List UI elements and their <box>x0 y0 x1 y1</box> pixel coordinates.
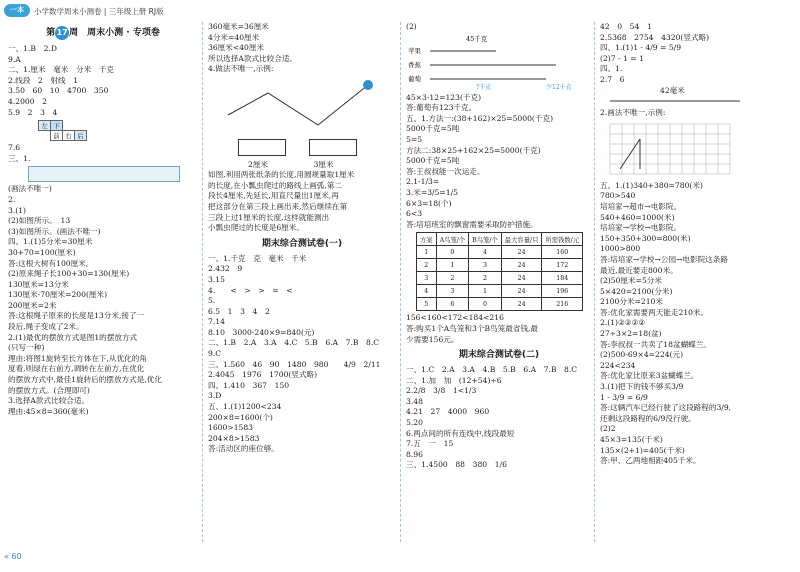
strip-box <box>238 139 286 156</box>
answer-line: 2. <box>8 194 16 204</box>
answer-line: 二、1.厘米 毫米 分米 千克 <box>8 65 114 75</box>
segment-figure <box>600 96 750 106</box>
answer-line: 1 - 3/9 = 6/9 <box>600 392 648 402</box>
table-header-cell: B鸟笼/个 <box>469 233 502 246</box>
answer-line: 答:优化家需要两天能走210米。 <box>600 307 709 317</box>
answer-line: 培培家→超市→电影院。 <box>600 201 682 211</box>
table-row <box>417 285 583 298</box>
page-header <box>0 0 800 22</box>
answer-line: 培培家→学校→电影院。 <box>600 223 682 233</box>
table-cell: 0 <box>436 246 469 259</box>
answer-line: 3.选择A款式比较合适。 <box>8 396 90 406</box>
svg-text:苹果: 苹果 <box>408 46 421 55</box>
answer-line: 三、1.4500 88 380 1/6 <box>406 460 507 470</box>
answer-line: 224<234 <box>600 360 636 370</box>
answer-line: 30+70=100(厘米) <box>8 247 76 257</box>
answer-line: 答:李叔叔一共卖了18盆蝴蝶兰。 <box>600 339 711 349</box>
answer-line: 5=5 <box>406 134 423 144</box>
answer-line: 5. <box>208 296 216 306</box>
answer-line: 7.6 <box>8 143 21 153</box>
table-cell: 3 <box>436 285 469 298</box>
table-cell: 2 <box>469 272 502 285</box>
answer-line: 7.14 <box>208 317 225 327</box>
answer-line: 5.9 2 3 4 <box>8 107 58 117</box>
answer-line: (3)如图所示。(画法不唯一) <box>8 226 101 236</box>
answer-line: 三段上过1厘米的长度,这样就能测出 <box>208 212 330 222</box>
answer-line: 4. < > > = < <box>208 285 293 295</box>
answer-line: 三、1.560 46 90 1480 980 4/9 2/11 <box>208 359 381 369</box>
answer-line: 45×3=135(千米) <box>600 435 663 444</box>
answer-line: 二、1.B 2.A 3.A 4.C 5.B 6.A 7.B 8.C <box>208 338 380 348</box>
answer-line: 6.两点间的所有连线中,线段最短 <box>406 428 515 438</box>
answer-line: 2.画法不唯一,示例: <box>600 108 666 118</box>
column-2 <box>208 22 396 455</box>
answer-line: 答:这根绳子原来的长度是13分米,接了一 <box>8 311 145 321</box>
answer-line: (2) <box>406 22 417 31</box>
table-header-cell: A鸟笼/个 <box>436 233 469 246</box>
answer-line: 五、1.方法一:(38+162)×25=5000(千克) <box>406 113 554 123</box>
answer-line: 四、1.410 367 150 <box>208 380 290 390</box>
answer-line: 答:优化家比原来3盆蝴蝶兰。 <box>600 371 699 381</box>
book-logo: 一本 <box>4 4 30 17</box>
ladybug-icon <box>363 80 373 90</box>
answer-line: 2.432 9 <box>208 264 243 274</box>
answer-line: (只写一种) <box>8 343 45 353</box>
answer-line: 把这部分在第三段上画出来,然后继续在第 <box>208 201 348 211</box>
test-title: 期末综合测试卷(二) <box>458 350 540 361</box>
answer-line: 130厘米=13分米 <box>8 279 69 289</box>
answer-line: 42 0 54 1 <box>600 22 652 31</box>
table-cell: 1 <box>436 259 469 272</box>
table-cell: 3 <box>417 272 437 285</box>
ladybug-path-figure <box>208 75 388 137</box>
answer-list <box>208 22 396 75</box>
strip-box <box>309 139 357 156</box>
answer-line: 3.50 60 10 4700 350 <box>8 86 109 96</box>
answer-line: 360毫米=36厘米 <box>208 22 269 31</box>
answer-line: 的摆放方式中,最佳1旋转后的摆放方式是,优化 <box>8 375 162 385</box>
table-header-cell: 最大容量/只 <box>501 233 542 246</box>
answer-line: (2)500-69×4=224(元) <box>600 350 684 360</box>
answer-line: 135×(2+1)=405(千米) <box>600 445 685 455</box>
answer-line: 答:活动区的座位够。 <box>208 444 279 454</box>
answer-line: 8.10 3000-240×9=840(元) <box>208 327 315 337</box>
table-row <box>417 298 583 311</box>
answer-line: 4分米=40厘米 <box>208 32 260 42</box>
answer-line: 130厘米-70厘米=200(厘米) <box>8 290 108 300</box>
table-cell: 24 <box>501 246 542 259</box>
answer-line: 答:葡萄有123千克。 <box>406 103 477 113</box>
answer-line: 2.(1)最优的摆放方式是图1的摆放方式 <box>8 332 138 342</box>
answer-line: 3.D <box>208 391 222 401</box>
strip-labels: 2厘米 3厘米 <box>248 159 334 169</box>
path-line <box>228 85 368 125</box>
answer-line: 的长度,在小瓢虫爬过的路线上画弧,第二 <box>208 180 342 190</box>
answer-line: 780>540 <box>600 191 636 201</box>
table-header-cell: 所需钱数/元 <box>542 233 583 246</box>
test-title: 期末综合测试卷(一) <box>261 238 343 249</box>
table-cell: 2 <box>436 272 469 285</box>
answer-list <box>406 22 592 33</box>
answer-line: 四、1.(1)1 - 4/9 = 5/9 <box>600 43 682 53</box>
svg-text:45千克: 45千克 <box>466 34 488 43</box>
column-3 <box>406 22 592 471</box>
ruler-figure <box>28 166 180 182</box>
answer-line: 2.(1)②②②② <box>600 318 646 328</box>
answer-line: 的摆放方式。(合理即可) <box>8 385 90 395</box>
week-number-badge: 17 <box>55 26 69 40</box>
answer-line: 45×3-12=123(千克) <box>406 92 482 102</box>
answer-line: (2)2 <box>600 424 616 434</box>
header-text: 小学数学周末小测卷 | 三年级上册 RJ版 <box>34 7 164 16</box>
answer-line: 二、1.加 加 (12+54)÷6 <box>406 375 502 385</box>
answer-line: 3.15 <box>208 274 225 284</box>
svg-text:?千克: ?千克 <box>476 83 492 91</box>
answer-line: (2)如图所示。 13 <box>8 216 71 226</box>
answer-line: 9.A <box>8 54 21 64</box>
answer-line: 如图,利用两张纸条的长度,用圆规量取1厘米 <box>208 170 355 180</box>
answer-line: 答:培培家→学校→公园→电影院这条路 <box>600 254 728 264</box>
answer-line: 3.(1)把下的钱不够买3/9 <box>600 382 684 392</box>
svg-text:少12千克: 少12千克 <box>546 83 572 91</box>
answer-list <box>406 313 592 345</box>
answer-line: 540+460=1000(米) <box>600 212 675 222</box>
answer-line: 1000>800 <box>600 244 641 254</box>
table-cell: 160 <box>542 246 583 259</box>
answer-line: 150+350+300=800(米) <box>600 233 691 243</box>
answer-line: 9.C <box>208 349 222 359</box>
table-cell: 24 <box>501 272 542 285</box>
column-divider <box>594 22 595 542</box>
answer-line: 理由:45×8=360(毫米) <box>8 406 89 416</box>
answer-list <box>208 170 396 234</box>
answer-line: 2100分米=210米 <box>600 297 663 307</box>
answer-list <box>8 44 198 118</box>
answer-line: 4.做法不唯一,示例: <box>208 64 274 74</box>
fruit-line-diagram <box>406 33 590 91</box>
table-cell: 2 <box>417 259 437 272</box>
answer-line: 200厘米=2米 <box>8 300 57 310</box>
answer-line: 204×8>1583 <box>208 433 260 443</box>
answer-line: 五、1.(1)340+380=780(米) <box>600 180 703 190</box>
table-row <box>417 272 583 285</box>
answer-line: 2.1-1/3= <box>406 177 440 187</box>
answer-line: 答:这根大树有100厘米。 <box>8 258 94 268</box>
table-cell: 1 <box>469 285 502 298</box>
answer-line: 段后,绳子变成了2米。 <box>8 322 84 332</box>
answer-line: 答:王叔叔能一次运走。 <box>406 166 485 176</box>
answer-list <box>600 108 796 119</box>
answer-line: 度看,则绿在右前方,调转在左前方,在优化 <box>8 364 145 374</box>
answer-line: 2.4045 1976 1700(竖式略) <box>208 370 318 380</box>
answer-line: 27÷3×2=18(盆) <box>600 329 662 339</box>
answer-line: 200×8=1600(个) <box>208 412 273 422</box>
page-number: « 60 <box>4 552 22 561</box>
table-header-cell: 方案 <box>417 233 437 246</box>
table-cell: 3 <box>469 259 502 272</box>
answer-list <box>406 365 592 471</box>
answer-line: 四、1. <box>600 64 623 74</box>
svg-text:香蕉: 香蕉 <box>408 60 421 69</box>
column-divider <box>400 22 401 542</box>
answer-line: 一、1.C 2.A 3.A 4.B 5.B 6.A 7.B 8.C <box>406 365 578 375</box>
answer-list <box>600 22 796 86</box>
answer-line: 最近,最近要走800米。 <box>600 265 678 275</box>
answer-line: 五、1.(1)1200<234 <box>208 402 282 412</box>
table-cell: 6 <box>436 298 469 311</box>
answer-line: 4.2000 2 <box>8 96 47 106</box>
table-row <box>417 246 583 259</box>
table-cell: 24 <box>501 298 542 311</box>
answer-line: 156<160<172<184<216 <box>406 313 504 323</box>
answer-line: 8.96 <box>406 449 423 459</box>
answer-line: 6<3 <box>406 209 423 219</box>
table-cell: 172 <box>542 259 583 272</box>
answer-line: (2)7 - 1 = 1 <box>600 53 644 63</box>
answer-line: 5×420=2100(分米) <box>600 286 673 296</box>
cage-table <box>416 232 583 311</box>
answer-line: 3.48 <box>406 396 423 406</box>
answer-line: 5000千克=5吨 <box>406 124 460 134</box>
answer-line: 2.线段 2 射线 1 <box>8 75 79 85</box>
direction-grid: 左 下 前 右 后 <box>38 120 87 141</box>
answer-list <box>8 184 198 417</box>
answer-line: 少需要156元。 <box>406 334 459 344</box>
answer-list <box>8 143 198 164</box>
table-cell: 0 <box>469 298 502 311</box>
table-cell: 216 <box>542 298 583 311</box>
answer-line: 7.五 一 15 <box>406 439 454 449</box>
answer-line: 1600>1583 <box>208 423 254 433</box>
answer-line: 5000千克=5吨 <box>406 156 460 166</box>
answer-line: 三、1. <box>8 153 31 163</box>
answer-line: 6.5 1 3 4 2 <box>208 306 270 316</box>
column-1 <box>8 22 198 417</box>
table-cell: 1 <box>417 246 437 259</box>
table-cell: 4 <box>469 246 502 259</box>
answer-line: 一、1.千克 克 毫米 千米 <box>208 253 307 263</box>
answer-line: 5.20 <box>406 418 423 428</box>
answer-list <box>600 181 796 467</box>
answer-line: 6×3=18(个) <box>406 198 452 208</box>
answer-line: 方法二:38×25+162×25=5000(千克) <box>406 145 541 155</box>
answer-line: 36厘米<40厘米 <box>208 43 265 53</box>
answer-line: 3.米=3/5=1/5 <box>406 187 459 197</box>
answer-line: (2)原来绳子长100+30=130(厘米) <box>8 269 130 279</box>
answer-line: 小瓢虫爬过的长度是6厘米。 <box>208 223 304 233</box>
table-cell: 184 <box>542 272 583 285</box>
grid-drawing-figure <box>600 119 750 179</box>
answer-line: 2.7 6 <box>600 74 625 84</box>
table-cell: 24 <box>501 259 542 272</box>
answer-line: (画法不唯一) <box>8 184 52 194</box>
table-cell: 5 <box>417 298 437 311</box>
column-4 <box>600 22 796 467</box>
column-divider <box>202 22 203 542</box>
table-cell: 24 <box>501 285 542 298</box>
table-header <box>417 233 583 246</box>
answer-list <box>406 93 592 231</box>
answer-line: 4.21 27 4000 960 <box>406 407 490 417</box>
answer-line: 答:这辆汽车已经行驶了这段路程的3/9, <box>600 403 732 413</box>
ruler-label: 42毫米 <box>660 85 685 95</box>
answer-line: 所以选择A款式比较合适。 <box>208 53 298 63</box>
answer-list <box>208 254 396 455</box>
answer-line: 答:购买1个A鸟笼和3个B鸟笼最省钱,最 <box>406 323 539 333</box>
answer-line: 四、1.(1)5分米=30厘米 <box>8 237 93 247</box>
answer-line: 还剩这段路程的6/9没行驶。 <box>600 413 696 423</box>
svg-text:葡萄: 葡萄 <box>408 74 421 83</box>
answer-line: 一、1.B 2.D <box>8 44 57 53</box>
answer-line: 答:培培班室的飘窗需要采取防护措施。 <box>406 219 538 229</box>
paper-strips <box>238 139 396 160</box>
answer-line: 答:甲、乙两地相距405千米。 <box>600 456 701 466</box>
answer-line: 2.2/8 3/8 1<1/3 <box>406 386 477 396</box>
table-row <box>417 259 583 272</box>
answer-line: 3.(1) <box>8 205 27 215</box>
answer-line: (2)50厘米=5分米 <box>600 276 662 286</box>
answer-line: 理由:将图1旋转至长方体在下,从优化的角 <box>8 353 147 363</box>
answer-line: 2.5368 2754 4320(竖式略) <box>600 32 710 42</box>
table-cell: 196 <box>542 285 583 298</box>
week-title: 第17周 周末小测 · 专项卷 <box>46 28 160 38</box>
answer-line: 段长4厘米,先延长,用直尺量出1厘米,再 <box>208 191 339 201</box>
table-cell: 4 <box>417 285 437 298</box>
